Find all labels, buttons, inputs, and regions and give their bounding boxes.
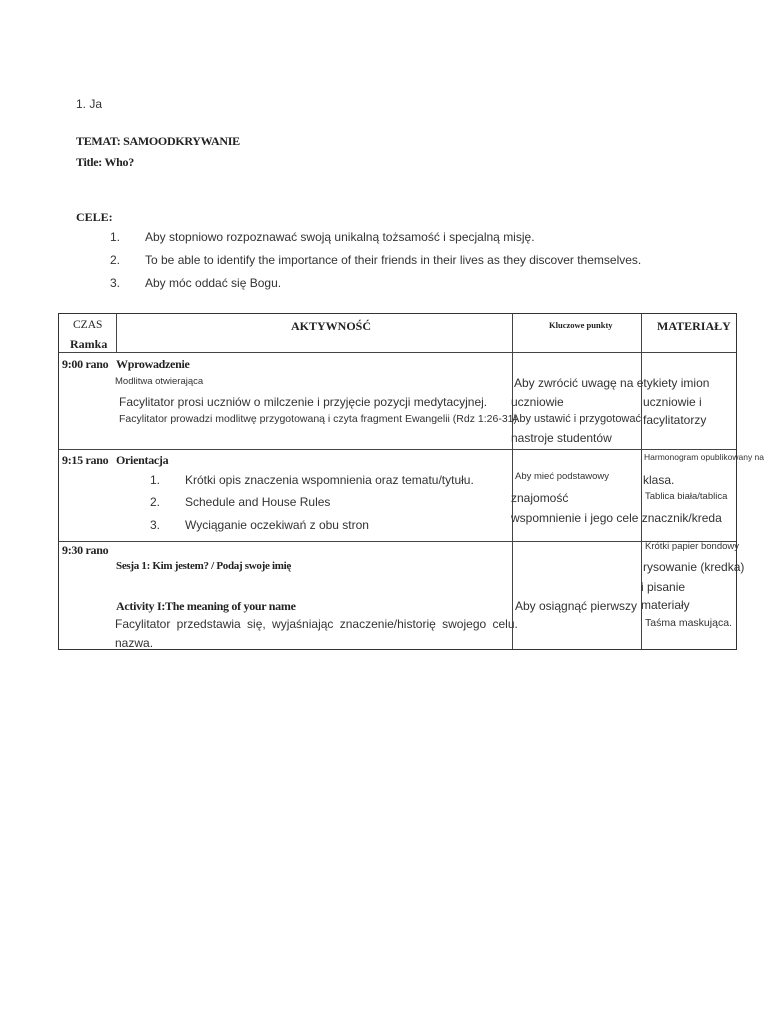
- goals-label: CELE:: [76, 210, 113, 224]
- header-materials: MATERIAŁY: [657, 319, 731, 333]
- row2-time: 9:15 rano: [62, 453, 109, 467]
- document-topic: TEMAT: SAMOODKRYWANIE: [76, 134, 240, 148]
- row2-item-text: Schedule and House Rules: [185, 495, 331, 509]
- row1-text: Facylitator prosi uczniów o milczenie i przyjęcie pozycji medytacyjnej.: [119, 395, 488, 409]
- row2-item-number: 3.: [150, 518, 161, 532]
- document-title: Title: Who?: [76, 155, 134, 169]
- row1-material: facylitatorzy: [643, 413, 707, 427]
- row1-key-point: Aby zwrócić uwagę na etykiety imion: [514, 376, 710, 390]
- header-key-points: Kluczowe punkty: [549, 320, 613, 330]
- row3-material: i pisanie: [641, 580, 686, 594]
- row3-session: Sesja 1: Kim jestem? / Podaj swoje imię: [116, 560, 291, 572]
- header-activity: AKTYWNOŚĆ: [291, 319, 372, 333]
- goal-number: 2.: [110, 253, 121, 267]
- row2-material: Tablica biała/tablica: [645, 491, 728, 502]
- row-divider: [59, 541, 736, 542]
- row2-key-point: wspomnienie i jego cele znacznik/kreda: [511, 511, 722, 525]
- row2-key-point: znajomość: [511, 491, 569, 505]
- row2-heading: Orientacja: [116, 453, 169, 467]
- row3-material: Taśma maskująca.: [645, 617, 732, 629]
- row1-time: 9:00 rano: [62, 357, 109, 371]
- row2-material: klasa.: [643, 473, 675, 487]
- row3-material: Krótki papier bondowy: [645, 541, 739, 552]
- row1-heading: Wprowadzenie: [116, 357, 190, 371]
- row2-item-text: Wyciąganie oczekiwań z obu stron: [185, 518, 369, 532]
- header-time: CZAS: [73, 319, 103, 331]
- lesson-plan-table: [58, 313, 765, 650]
- row1-key-point: Aby ustawić i przygotować: [512, 413, 641, 425]
- row1-text: Facylitator prowadzi modlitwę przygotowaną i czyta fragment Ewangelii (Rdz 1:26-31).: [119, 413, 520, 425]
- goal-number: 1.: [110, 230, 121, 244]
- row-divider: [59, 352, 736, 353]
- row3-key-point: Aby osiągnąć pierwszy: [515, 599, 638, 613]
- row2-material: Harmonogram opublikowany na: [644, 452, 765, 462]
- row3-activity: Activity I:The meaning of your name: [116, 599, 296, 613]
- row3-text: nazwa.: [115, 636, 154, 650]
- row2-item-number: 1.: [150, 473, 161, 487]
- column-divider: [512, 314, 513, 649]
- row3-time: 9:30 rano: [62, 543, 109, 557]
- row2-item-number: 2.: [150, 495, 161, 509]
- row3-material: materiały: [641, 598, 690, 612]
- row2-key-point: Aby mieć podstawowy: [515, 471, 609, 482]
- row1-key-point: uczniowie: [511, 395, 564, 409]
- goal-text: Aby móc oddać się Bogu.: [145, 276, 282, 290]
- row1-material: uczniowie i: [643, 395, 702, 409]
- row3-text: Facylitator przedstawia się, wyjaśniając znaczenie/historię swojego celu.: [115, 617, 518, 631]
- column-divider: [116, 314, 117, 353]
- row-divider: [59, 449, 736, 450]
- header-time-frame: Ramka: [70, 337, 108, 351]
- goal-text: Aby stopniowo rozpoznawać swoją unikalną tożsamość i specjalną misję.: [145, 230, 535, 244]
- goal-number: 3.: [110, 276, 121, 290]
- row1-subheading: Modlitwa otwierająca: [115, 376, 204, 387]
- row3-material: rysowanie (kredka): [643, 560, 745, 574]
- document-number: 1. Ja: [76, 97, 103, 111]
- row1-key-point: nastroje studentów: [511, 431, 612, 445]
- row2-item-text: Krótki opis znaczenia wspomnienia oraz tematu/tytułu.: [185, 473, 474, 487]
- goal-text: To be able to identify the importance of their friends in their lives as they discover themselves.: [145, 253, 642, 267]
